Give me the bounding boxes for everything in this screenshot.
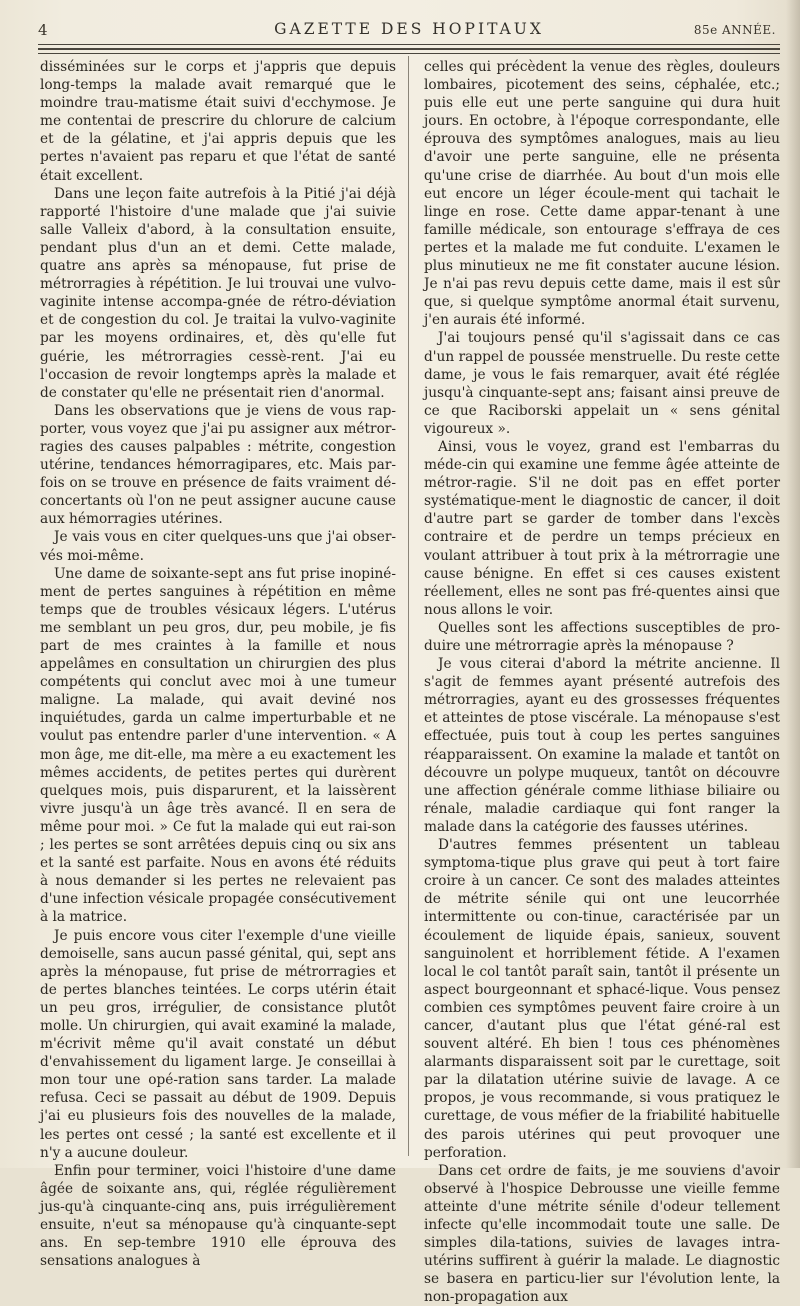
column-divider xyxy=(408,56,409,1156)
paragraph: D'autres femmes présentent un tableau symptoma-tique plus grave qui peut à tort faire croire à un cancer. Ce sont des malades atteintes de métrite sénile qui ont une leucorrhée intermittente ou con-tinue, caractérisée par un écoulement de liquide épais, sanieux, souvent sanguinolent et horriblement fétide. A l'examen local le col tantôt paraît sain, tantôt il présente un aspect bourgeonnant et sphacé-lique. Vous pensez combien ces symptômes peuvent faire croire à un cancer, d'autant plus que l'état géné-ral est souvent altéré. Eh bien ! tous ces phénomènes alarmants disparaissent soit par le curettage, soit par la dilatation utérine suivie de lavage. A ce propos, je vous recommande, si vous pratiquez le curettage, de vous méfier de la friabilité habituelle des parois utérines qui peut provoquer une perforation. xyxy=(424,837,780,1161)
paragraph: J'ai toujours pensé qu'il s'agissait dans ce cas d'un rappel de poussée menstruelle. Du reste cette dame, je vous le fais remarquer, avait été réglée jusqu'à cinquante-sept ans; faisant ainsi preuve de ce que Raciborski appelait un « sens génital vigoureux ». xyxy=(424,330,780,437)
paragraph: Une dame de soixante-sept ans fut prise inopiné-ment de pertes sanguines à répétition en même temps que de troubles vésicaux légers. L'utérus me semblant un peu gros, dur, peu mobile, je fis part de mes craintes à la famille et nous appelâmes en consultation un chirurgien des plus compétents qui conclut avec moi à une tumeur maligne. La malade, qui avait deviné nos inquiétudes, garda un calme imperturbable et ne voulut pas entendre parler d'une intervention. « A mon âge, me dit-elle, ma mère a eu exactement les mêmes accidents, de petites pertes qui durèrent quelques mois, puis disparurent, et la laissèrent vivre jusqu'à un âge très avancé. Il en sera de même pour moi. » Ce fut la malade qui eut rai-son ; les pertes se sont arrêtées depuis cinq ou six ans et la santé est parfaite. Nous en avons été réduits à nous demander si les pertes ne relevaient pas d'une infection vésicale propagée consécutivement à la matrice. xyxy=(40,565,396,926)
paragraph: Ainsi, vous le voyez, grand est l'embarras du méde-cin qui examine une femme âgée atteinte de métror-ragie. S'il ne doit pas en effet porter systématique-ment le diagnostic de cancer, il doit d'autre part se garder de tomber dans l'excès contraire et de perdre un temps précieux en voulant attribuer à tout prix à la métrorragie une cause bénigne. En effet si ces causes existent réellement, elles ne sont pas fré-quentes ainsi que nous allons le voir. xyxy=(424,438,780,618)
paragraph: Je vais vous en citer quelques-uns que j'ai obser-vés moi-même. xyxy=(40,529,396,564)
paragraph: Dans une leçon faite autrefois à la Pitié j'ai déjà rapporté l'histoire d'une malade que j'ai suivie salle Valleix d'abord, à la consultation ensuite, pendant plus d'un an et demi. Cette malade, quatre ans après sa ménopause, fut prise de métrorragies à répétition. Je lui trouvai une vulvo-vaginite intense accompa-gnée de rétro-déviation et de congestion du col. Je traitai la vulvo-vaginite par les moyens ordinaires, et, dès qu'elle fut guérie, les métrorragies cessè-rent. J'ai eu l'occasion de revoir longtemps après la malade et de constater qu'elle ne présentait rien d'anormal. xyxy=(40,185,396,401)
header-rule-thin xyxy=(38,53,780,54)
year-label: 85e ANNÉE. xyxy=(693,23,776,37)
paragraph: Quelles sont les affections susceptibles de pro-duire une métrorragie après la ménopause ? xyxy=(424,619,780,654)
paragraph: disséminées sur le corps et j'appris que depuis long-temps la malade avait remarqué que le moindre trau-matisme était suivi d'ecchymose. Je me contentai de prescrire du chlorure de calcium et de la gélatine, et j'ai appris depuis que les pertes n'avaient pas reparu et que l'état de santé était excellent. xyxy=(40,59,396,184)
page-number: 4 xyxy=(38,21,48,39)
paragraph: Je puis encore vous citer l'exemple d'une vieille demoiselle, sans aucun passé génital, qui, sept ans après la ménopause, fut prise de métrorragies et de pertes blanches teintées. Le corps utérin était un peu gros, irrégulier, de consistance plutôt molle. Un chirurgien, qui avait examiné la malade, m'écrivit même qu'il avait constaté un début d'envahissement du ligament large. Je conseillai à mon tour une opé-ration sans tarder. La malade refusa. Ceci se passait au début de 1909. Depuis j'ai eu plusieurs fois des nouvelles de la malade, les pertes ont cessé ; la santé est excellente et il n'y a aucune douleur. xyxy=(40,927,396,1161)
header-rule-thick xyxy=(38,48,780,50)
paragraph: Enfin pour terminer, voici l'histoire d'une dame âgée de soixante ans, qui, réglée régulièrement jus-qu'à cinquante-cinq ans, puis irrégulièrement ensuite, n'eut sa ménopause qu'à cinquante-sept ans. En sep-tembre 1910 elle éprouva des sensations analogues à xyxy=(40,1162,396,1270)
right-column xyxy=(424,58,780,1306)
paragraph: Je vous citerai d'abord la métrite ancienne. Il s'agit de femmes ayant présenté autrefois des métrorragies, ayant eu des grossesses fréquentes et atteintes de ptose viscérale. La ménopause s'est effectuée, puis tout à coup les pertes sanguines réapparaissent. On examine la malade et tantôt on découvre un polype muqueux, tantôt on découvre une affection générale comme lithiase biliaire ou rénale, maladie cardiaque qui font ranger la malade dans la catégorie des fausses utérines. xyxy=(424,656,780,835)
paragraph: Dans les observations que je viens de vous rap-porter, vous voyez que j'ai pu assigner aux métror-ragies des causes palpables : métrite, congestion utérine, tendances hémorragipares, etc. Mais par-fois on se trouve en présence de faits vraiment dé-concertants où l'on ne peut assigner aucune cause aux hémorragies utérines. xyxy=(40,402,396,528)
paragraph: Dans cet ordre de faits, je me souviens d'avoir observé à l'hospice Debrousse une vieille femme atteinte d'une métrite sénile d'odeur tellement infecte qu'elle incommodait toute une salle. De simples dila-tations, suivies de lavages intra-utérins suffirent à guérir la malade. Le diagnostic se basera en particu-lier sur l'évolution lente, la non-propagation aux xyxy=(424,1162,780,1306)
running-title: GAZETTE DES HOPITAUX xyxy=(274,20,544,38)
page-edge-shadow xyxy=(786,0,800,1168)
paragraph: celles qui précèdent la venue des règles, douleurs lombaires, picotement des seins, céphalée, etc.; puis elle eut une perte sanguine qui dura huit jours. En octobre, à l'époque correspondante, elle éprouva des symptômes analogues, mais au lieu d'avoir une perte sanguine, elle ne présenta qu'une crise de diarrhée. Au bout d'un mois elle eut encore un léger écoule-ment qui tachait le linge en rose. Cette dame appar-tenant à une famille médicale, son entourage s'effraya de ces pertes et la malade me fut conduite. L'examen le plus minutieux ne me fit constater aucune lésion. Je n'ai pas revu depuis cette dame, mais il est sûr que, si quelque symptôme anormal était survenu, j'en aurais été informé. xyxy=(424,59,780,329)
header-rule xyxy=(38,44,780,45)
left-column xyxy=(40,58,396,1270)
page-header xyxy=(38,18,780,42)
